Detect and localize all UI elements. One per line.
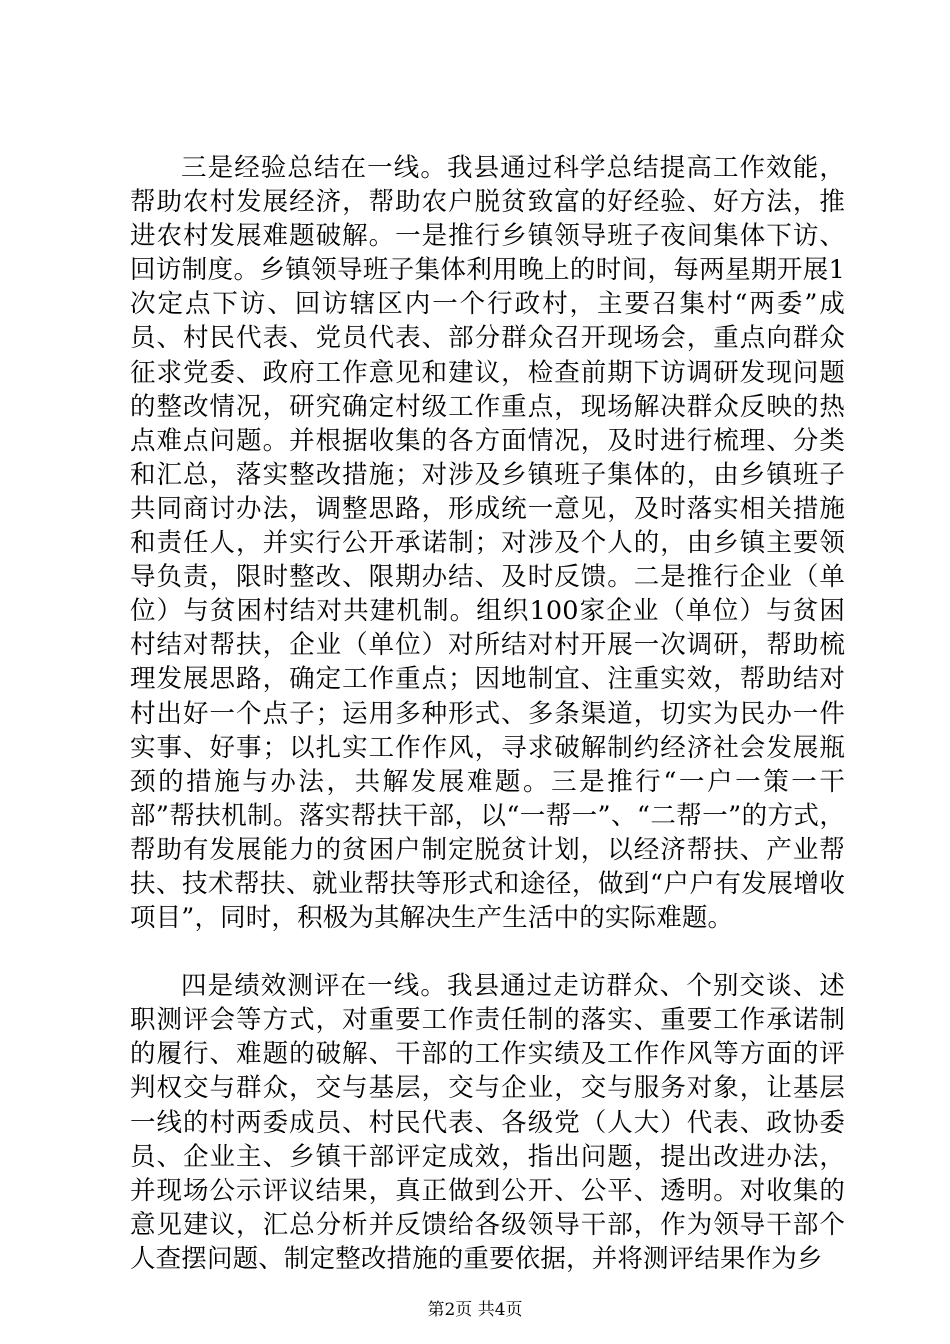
paragraph-experience-summary: 三是经验总结在一线。我县通过科学总结提高工作效能，帮助农村发展经济，帮助农户脱贫致富的好经验、好方法，推进农村发展难题破解。一是推行乡镇领导班子夜间集体下访、回访制度。乡镇领导班子集体利用晚上的时间，每两星期开展1次定点下访、回访辖区内一个行政村，主要召集村“两委”成员、村民代表、党员代表、部分群众召开现场会，重点向群众征求党委、政府工作意见和建议，检查前期下访调研发现问题的整改情况，研究确定村级工作重点，现场解决群众反映的热点难点问题。并根据收集的各方面情况，及时进行梳理、分类和汇总，落实整改措施；对涉及乡镇班子集体的，由乡镇班子共同商讨办法，调整思路，形成统一意见，及时落实相关措施和责任人，并实行公开承诺制；对涉及个人的，由乡镇主要领导负责，限时整改、限期办结、及时反馈。二是推行企业（单位）与贫困村结对共建机制。组织100家企业（单位）与贫困村结对帮扶，企业（单位）对所结对村开展一次调研，帮助梳理发展思路，确定工作重点；因地制宜、注重实效，帮助结对村出好一个点子；运用多种形式、多条渠道，切实为民办一件实事、好事；以扎实工作作风，寻求破解制约经济社会发展瓶颈的措施与办法，共解发展难题。三是推行“一户一策一干部”帮扶机制。落实帮扶干部，以“一帮一”、“二帮一”的方式，帮助有发展能力的贫困户制定脱贫计划，以经济帮扶、产业帮扶、技术帮扶、就业帮扶等形式和途径，做到“户户有发展增收项目”，同时，积极为其解决生产生活中的实际难题。 xyxy=(130,153,845,934)
page-number-footer: 第2页 共4页 xyxy=(427,1300,523,1320)
document-body xyxy=(130,151,845,1276)
paragraph-performance-evaluation: 四是绩效测评在一线。我县通过走访群众、个别交谈、述职测评会等方式，对重要工作责任制的落实、重要工作承诺制的履行、难题的破解、干部的工作实绩及工作作风等方面的评判权交与群众，交与基层，交与企业，交与服务对象，让基层一线的村两委成员、村民代表、各级党（人大）代表、政协委员、企业主、乡镇干部评定成效，指出问题，提出改进办法，并现场公示评议结果，真正做到公开、公平、透明。对收集的意见建议，汇总分析并反馈给各级领导干部，作为领导干部个人查摆问题、制定整改措施的重要依据，并将测评结果作为乡 xyxy=(130,971,845,1274)
